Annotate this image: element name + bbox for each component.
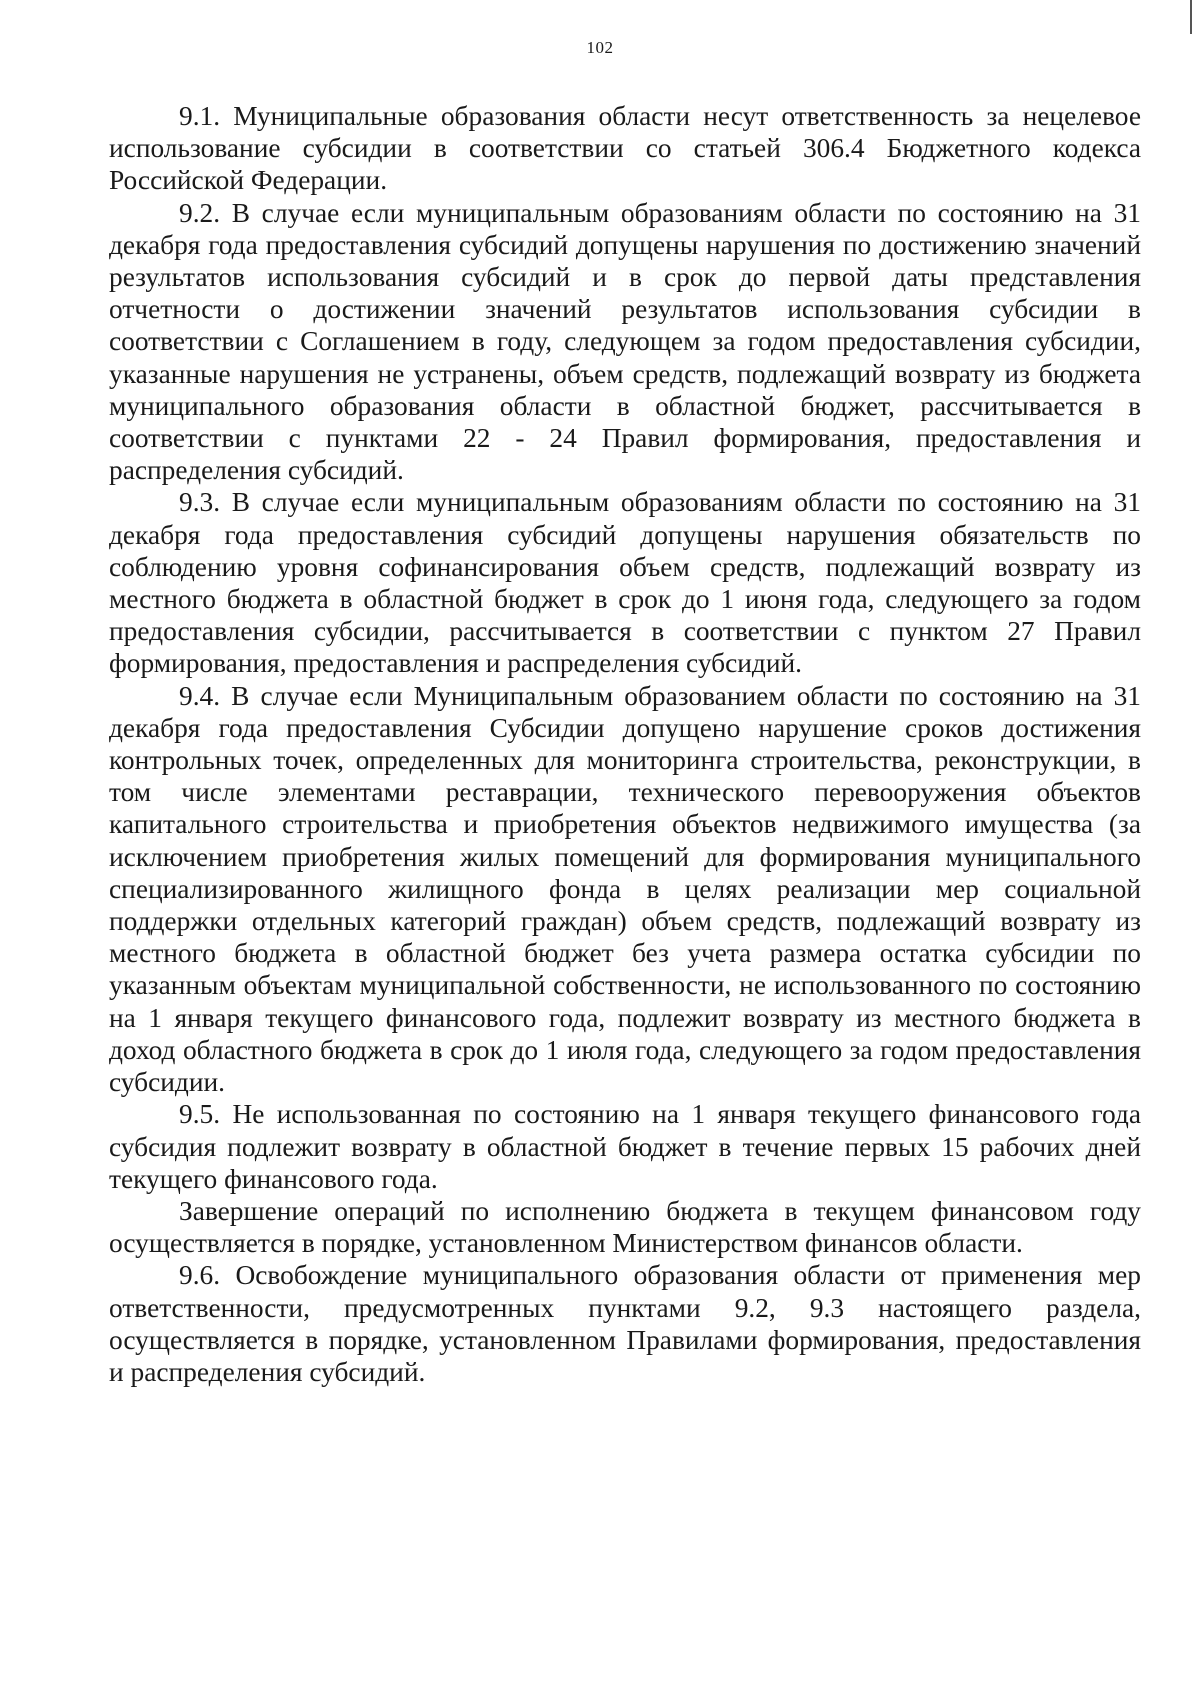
paragraph-9-2: 9.2. В случае если муниципальным образованиям области по состоянию на 31 декабря года предоставления субсидий допущены нарушения по достижению значений результатов использования субсидий и в срок до первой даты представления отчетности о достижении значений результатов использования субсидии в соответствии с Соглашением в году, следующем за годом предоставления субсидии, указанные нарушения не устранены, объем средств, подлежащий возврату из бюджета муниципального образования области в областной бюджет, рассчитывается в соответствии с пунктами 22 - 24 Правил формирования, предоставления и распределения субсидий. bbox=[109, 197, 1141, 486]
paragraph-9-1: 9.1. Муниципальные образования области несут ответственность за нецелевое использование субсидии в соответствии со статьей 306.4 Бюджетного кодекса Российской Федерации. bbox=[109, 101, 1141, 196]
paragraph-9-4: 9.4. В случае если Муниципальным образованием области по состоянию на 31 декабря года предоставления Субсидии допущено нарушение сроков достижения контрольных точек, определенных для мониторинга строительства, реконструкции, в том числе элементами реставрации, технического перевооружения объектов капитального строительства и приобретения объектов недвижимого имущества (за исключением приобретения жилых помещений для формирования муниципального специализированного жилищного фонда в целях реализации мер социальной поддержки отдельных категорий граждан) объем средств, подлежащий возврату из местного бюджета в областной бюджет без учета размера остатка субсидии по указанным объектам муниципальной собственности, не использованного по состоянию на 1 января текущего финансового года, подлежит возврату из местного бюджета в доход областного бюджета в срок до 1 июля года, следующего за годом предоставления субсидии. bbox=[109, 680, 1141, 1098]
paragraph-budget-completion: Завершение операций по исполнению бюджета в текущем финансовом году осуществляется в порядке, установленном Министерством финансов области. bbox=[109, 1195, 1141, 1259]
paragraph-9-3: 9.3. В случае если муниципальным образованиям области по состоянию на 31 декабря года предоставления субсидий допущены нарушения обязательств по соблюдению уровня софинансирования объем средств, подлежащий возврату из местного бюджета в областной бюджет в срок до 1 июня года, следующего за годом предоставления субсидии, рассчитывается в соответствии с пунктом 27 Правил формирования, предоставления и распределения субсидий. bbox=[109, 487, 1141, 679]
paragraph-9-5: 9.5. Не использованная по состоянию на 1 января текущего финансового года субсидия подлежит возврату в областной бюджет в течение первых 15 рабочих дней текущего финансового года. bbox=[109, 1099, 1141, 1194]
page-number: 102 bbox=[586, 38, 614, 57]
document-body bbox=[109, 100, 1141, 1388]
paragraph-9-6: 9.6. Освобождение муниципального образования области от применения мер ответственности, предусмотренных пунктами 9.2, 9.3 настоящего раздела, осуществляется в порядке, установленном Правилами формирования, предоставления и распределения субсидий. bbox=[109, 1260, 1141, 1387]
scan-edge-line bbox=[1190, 0, 1192, 34]
